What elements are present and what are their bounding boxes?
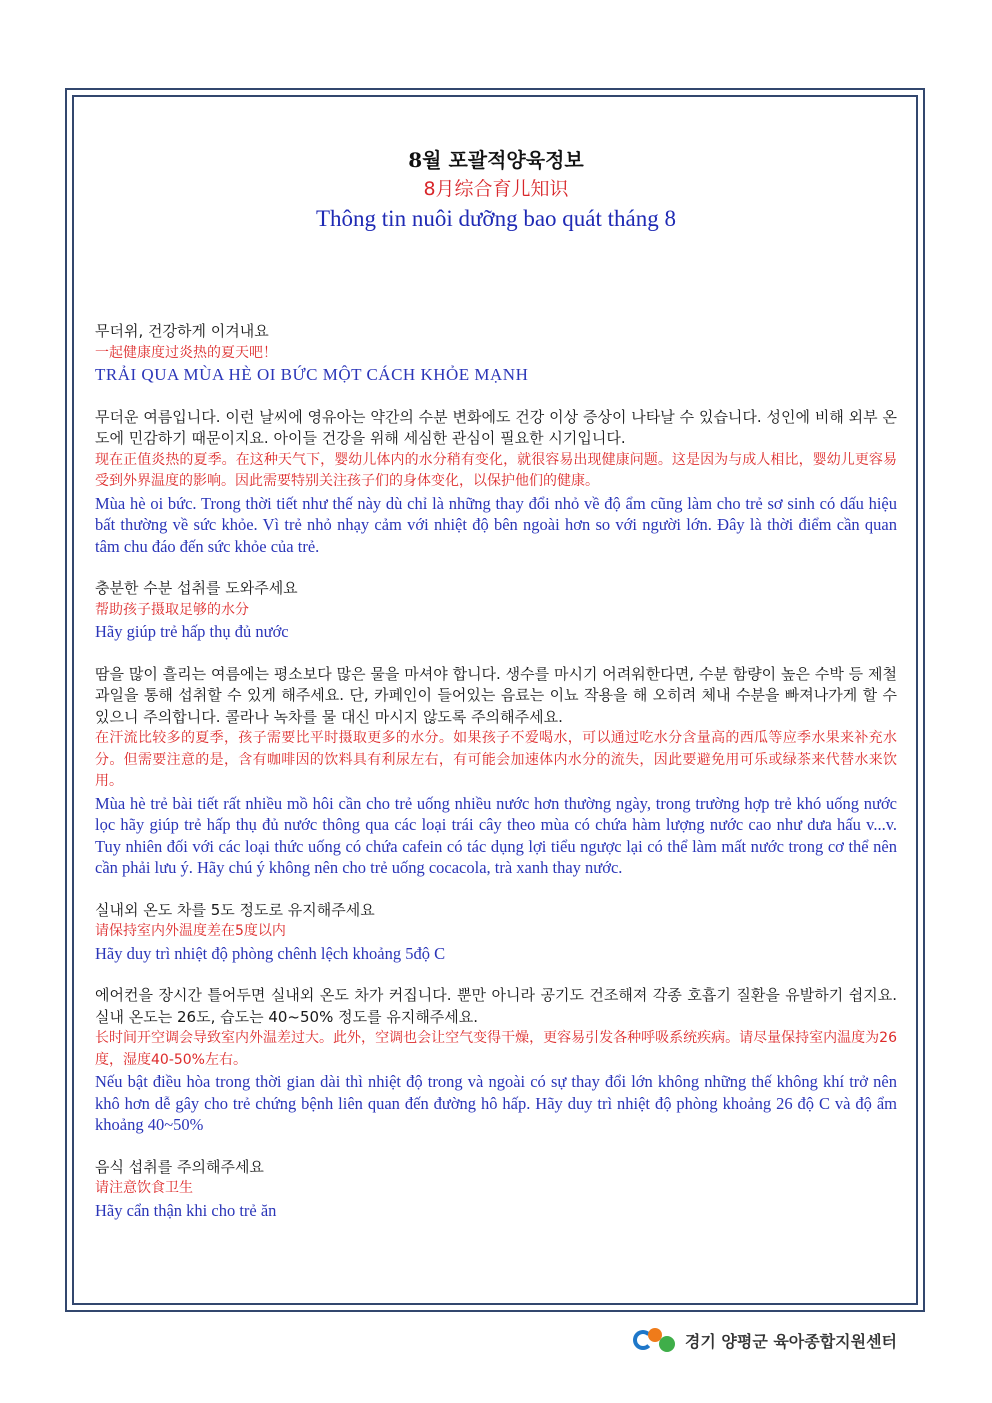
temp-body-ko: 에어컨을 장시간 틀어두면 실내외 온도 차가 커집니다. 뿐만 아니라 공기도 건조해져 각종 호흡기 질환을 유발하기 쉽지요. 실내 온도는 26도, 습도는 40~50% 정도를 유지해주세요. xyxy=(95,986,897,1026)
section-intro xyxy=(95,321,897,557)
temp-body-vi: Nếu bật điều hòa trong thời gian dài thì nhiệt độ trong và ngoài có sự thay đổi lớn không những thế không khí trở nên khô hơn dễ gây cho trẻ chứng bệnh liên quan đến đường hô hấp. Hãy duy trì nhiệt độ phòng khoảng 26 độ C và độ ẩm khoảng 40~50% xyxy=(95,1072,897,1134)
section-food xyxy=(95,1157,897,1222)
intro-body-ko: 무더운 여름입니다. 이런 날씨에 영유아는 약간의 수분 변화에도 건강 이상 증상이 나타날 수 있습니다. 성인에 비해 외부 온도에 민감하기 때문이지요. 아이들 건강을 위해 세심한 관심이 필요한 시기입니다. xyxy=(95,407,897,447)
sci-logo-icon xyxy=(633,1326,679,1354)
section-temperature xyxy=(95,900,897,1136)
intro-body-vi: Mùa hè oi bức. Trong thời tiết như thế này dù chỉ là những thay đổi nhỏ về độ ẩm cũng làm cho trẻ sơ sinh có dấu hiệu bất thường về sức khỏe. Vì trẻ nhỏ nhạy cảm với nhiệt độ bên ngoài hơn so với người lớn. Đây là thời điểm cần quan tâm chu đáo đến sức khỏe của trẻ. xyxy=(95,493,897,556)
water-body-zh: 在汗流比较多的夏季，孩子需要比平时摄取更多的水分。如果孩子不爱喝水，可以通过吃水分含量高的西瓜等应季水果来补充水分。但需要注意的是，含有咖啡因的饮料具有利尿左右，有可能会加速体内水分的流失，因此要避免用可乐或绿茶来代替水来饮用。 xyxy=(95,730,897,789)
section-water xyxy=(95,578,897,879)
water-heading-ko: 충분한 수분 섭취를 도와주세요 xyxy=(95,579,298,597)
footer xyxy=(633,1325,897,1355)
temp-body-zh: 长时间开空调会导致室内外温差过大。此外，空调也会让空气变得干燥，更容易引发各种呼吸系统疾病。请尽量保持室内温度为26度，湿度40-50%左右。 xyxy=(95,1030,897,1068)
intro-heading-ko: 무더위, 건강하게 이겨내요 xyxy=(95,322,269,340)
food-heading-zh: 请注意饮食卫生 xyxy=(95,1180,193,1196)
document-content xyxy=(95,140,897,1221)
food-heading-ko: 음식 섭취를 주의해주세요 xyxy=(95,1157,264,1176)
water-body-ko: 땀을 많이 흘리는 여름에는 평소보다 많은 물을 마셔야 합니다. 생수를 마시기 어려워한다면, 수분 함량이 높은 수박 등 제철과일을 통해 섭취할 수 있게 해주세요. 단, 카페인이 들어있는 음료는 이뇨 작용을 해 오히려 체내 수분을 빠져나가게 할 수 있으니 주의합니다. 콜라나 녹차를 물 대신 마시지 않도록 주의해주세요. xyxy=(95,664,897,726)
temp-heading-vi: Hãy duy trì nhiệt độ phòng chênh lệch khoảng 5độ C xyxy=(95,943,446,963)
intro-heading-vi: TRẢI QUA MÙA HÈ OI BỨC MỘT CÁCH KHỎE MẠNH xyxy=(95,365,529,384)
temp-heading-ko: 실내외 온도 차를 5도 정도로 유지해주세요 xyxy=(95,900,375,919)
title-korean: 8월 포괄적양육정보 xyxy=(408,148,584,172)
title-block xyxy=(95,145,897,235)
intro-body-zh: 现在正值炎热的夏季。在这种天气下，婴幼儿体内的水分稍有变化，就很容易出现健康问题。这是因为与成人相比，婴幼儿更容易受到外界温度的影响。因此需要特别关注孩子们的身体变化，以保护他们的健康。 xyxy=(95,451,897,489)
food-heading-vi: Hãy cẩn thận khi cho trẻ ăn xyxy=(95,1200,277,1220)
intro-heading-zh: 一起健康度过炎热的夏天吧！ xyxy=(95,344,277,361)
water-body-vi: Mùa hè trẻ bài tiết rất nhiều mồ hôi cần cho trẻ uống nhiều nước hơn thường ngày, trong trường hợp trẻ khó uống nước lọc hãy giúp trẻ hấp thụ đủ nước thông qua các loại trái cây theo mùa có chứa hàm lượng nước cao như dưa hấu v...v. Tuy nhiên đối với các loại thức uống có chứa cafein có tác dụng lợi tiểu ngược lại có thể làm mất nước trong cơ thể nên cần phải lưu ý. Hãy chú ý không nên cho trẻ uống cocacola, trà xanh thay nước. xyxy=(95,793,897,877)
water-heading-zh: 帮助孩子摄取足够的水分 xyxy=(95,601,249,618)
title-chinese: 8月综合育儿知识 xyxy=(423,178,569,200)
organization-name: 경기 양평군 육아종합지원센터 xyxy=(684,1331,897,1351)
water-heading-vi: Hãy giúp trẻ hấp thụ đủ nước xyxy=(95,622,289,641)
title-vietnamese: Thông tin nuôi dưỡng bao quát tháng 8 xyxy=(315,206,676,231)
temp-heading-zh: 请保持室内外温度差在5度以内 xyxy=(95,923,286,939)
